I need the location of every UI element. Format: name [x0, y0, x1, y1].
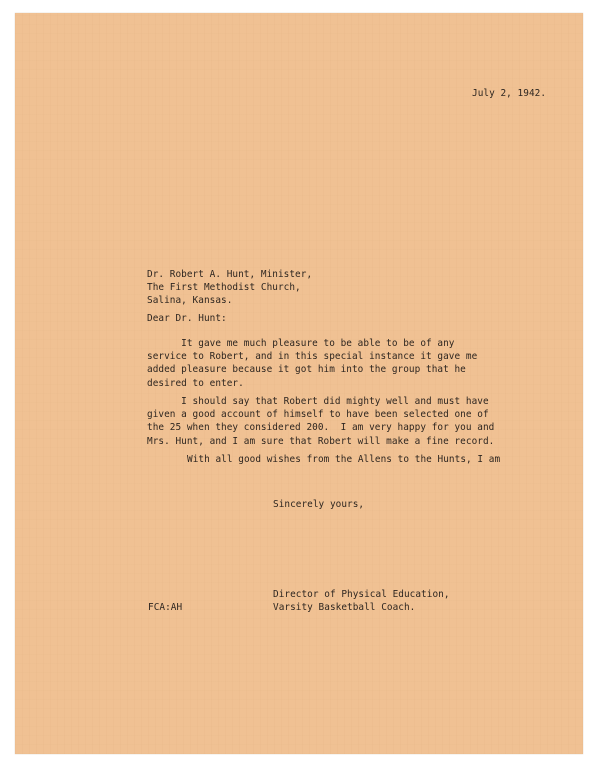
paragraph-line: service to Robert, and in this special instance it gave me	[147, 351, 478, 363]
recipient-address	[147, 268, 312, 308]
paragraph-line: the 25 when they considered 200. I am very happy for you and	[147, 422, 495, 434]
recipient-name-line: Dr. Robert A. Hunt, Minister,	[147, 269, 313, 280]
paragraph-1	[147, 337, 477, 390]
paragraph-line: With all good wishes from the Allens to the Hunts, I am	[187, 454, 501, 465]
recipient-church-line: The First Methodist Church,	[147, 282, 301, 294]
signature-title-line: Director of Physical Education,	[273, 589, 450, 600]
paragraph-2	[147, 395, 494, 448]
paragraph-line: given a good account of himself to have been selected one of	[147, 409, 489, 421]
salutation: Dear Dr. Hunt:	[147, 313, 227, 324]
paragraph-line: desired to enter.	[147, 377, 244, 389]
complimentary-closing: Sincerely yours,	[273, 499, 365, 510]
paragraph-3	[187, 453, 500, 466]
paragraph-line: added pleasure because it got him into the group that he	[147, 364, 466, 376]
recipient-city-line: Salina, Kansas.	[147, 295, 233, 307]
reference-initials: FCA:AH	[148, 602, 183, 613]
letter-sheet	[15, 13, 583, 754]
signature-block	[273, 588, 450, 614]
letter-date: July 2, 1942.	[472, 88, 547, 99]
paragraph-line: I should say that Robert did mighty well and must have	[147, 396, 489, 407]
paragraph-line: Mrs. Hunt, and I am sure that Robert will make a fine record.	[147, 435, 495, 447]
paragraph-line: It gave me much pleasure to be able to be of any	[147, 338, 455, 349]
signature-title-line: Varsity Basketball Coach.	[273, 602, 416, 614]
